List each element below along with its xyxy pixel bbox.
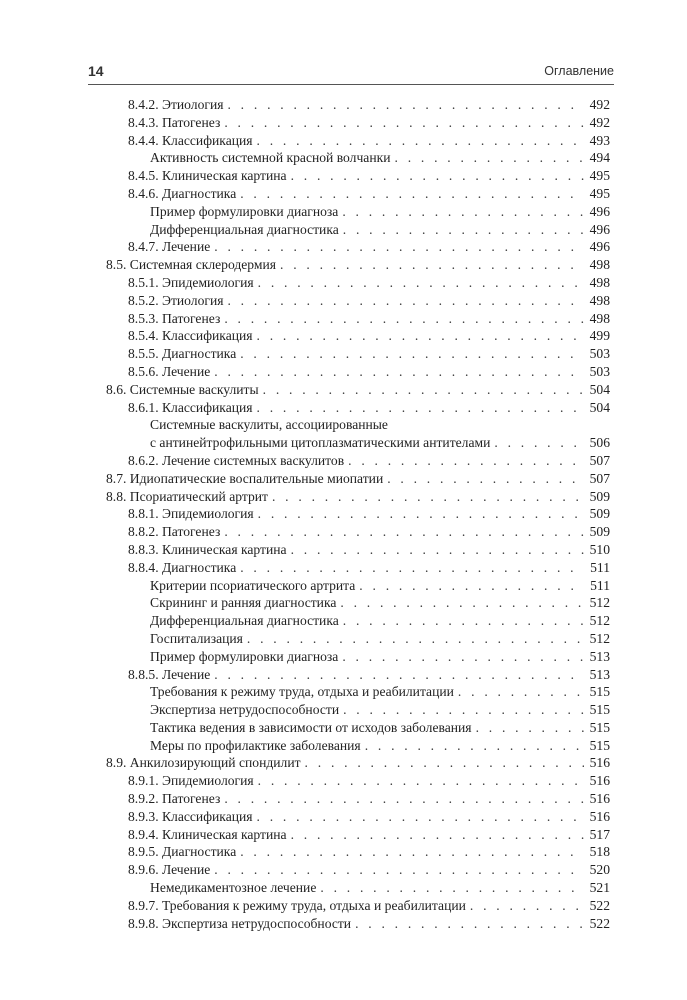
toc-entry-title: 8.9.3. Классификация: [128, 808, 253, 824]
dot-leader: [338, 203, 584, 221]
toc-entry: [100, 843, 610, 861]
toc-entry-page: 509: [589, 488, 610, 504]
toc-entry-page: 509: [589, 506, 610, 522]
toc-entry-title: 8.5. Системная склеродермия: [106, 257, 277, 273]
toc-entry-page: 511: [590, 577, 610, 593]
toc-entry: [100, 719, 610, 737]
toc-entry: [100, 345, 610, 363]
toc-entry-title: 8.7. Идиопатические воспалительные миопатии: [106, 470, 384, 486]
toc-entry: [100, 292, 610, 310]
toc-entry-title: 8.5.3. Патогенез: [128, 310, 221, 326]
dot-leader: [339, 221, 584, 239]
toc-entry-page: 516: [589, 808, 610, 824]
toc-entry-title: Тактика ведения в зависимости от исходов заболевания: [150, 719, 472, 735]
toc-entry-page: 520: [589, 862, 610, 878]
toc-entry-title: 8.4.3. Патогенез: [128, 114, 221, 130]
toc-entry: [100, 772, 610, 790]
toc-entry-title: Пример формулировки диагноза: [150, 203, 339, 219]
toc-entry-page: 495: [589, 168, 610, 184]
toc-entry-title: 8.8.4. Диагностика: [128, 559, 237, 575]
dot-leader: [336, 594, 584, 612]
toc-entry: [100, 808, 610, 826]
toc-entry: [100, 310, 610, 328]
toc-entry-page: 498: [589, 292, 610, 308]
dot-leader: [220, 790, 584, 808]
dot-leader: [454, 683, 584, 701]
dot-leader: [351, 915, 584, 933]
toc-entry-title: 8.4.6. Диагностика: [128, 185, 237, 201]
dot-leader: [259, 381, 584, 399]
toc-entry: [100, 612, 610, 630]
toc-entry: [100, 915, 610, 933]
toc-entry: [100, 701, 610, 719]
toc-entry-title: 8.9.7. Требования к режиму труда, отдыха и реабилитации: [128, 897, 466, 913]
dot-leader: [254, 505, 584, 523]
toc-entry: [100, 381, 610, 399]
dot-leader: [223, 96, 584, 114]
dot-leader: [391, 149, 585, 167]
toc-entry-title: 8.9.2. Патогенез: [128, 791, 221, 807]
toc-entry-title: 8.9.4. Клиническая картина: [128, 826, 287, 842]
toc-entry-title: 8.8. Псориатический артрит: [106, 488, 268, 504]
toc-entry: [100, 666, 610, 684]
toc-entry-page: 516: [589, 755, 610, 771]
toc-entry-title: Немедикаментозное лечение: [150, 880, 317, 896]
toc-entry-page: 511: [590, 559, 610, 575]
toc-entry-page: 516: [589, 791, 610, 807]
toc-entry-page: 521: [589, 880, 610, 896]
toc-entry: [100, 132, 610, 150]
toc-entry: [100, 327, 610, 345]
dot-leader: [253, 132, 584, 150]
toc-entry: [100, 577, 610, 595]
dot-leader: [301, 754, 584, 772]
toc-entry-title: 8.9.8. Экспертиза нетрудоспособности: [128, 915, 352, 931]
toc-entry: [100, 754, 610, 772]
toc-entry-page: 498: [589, 274, 610, 290]
toc-entry: [100, 790, 610, 808]
toc-entry-title: 8.9.1. Эпидемиология: [128, 773, 254, 789]
toc-entry-title: 8.8.3. Клиническая картина: [128, 541, 287, 557]
toc-entry: [100, 541, 610, 559]
toc-entry-page: 498: [589, 257, 610, 273]
toc-entry: [100, 221, 610, 239]
toc-entry-page: 507: [589, 452, 610, 468]
toc-entry-title: Пример формулировки диагноза: [150, 648, 339, 664]
toc-entry-title: Дифференциальная диагностика: [150, 221, 339, 237]
toc-entry-page: 503: [589, 363, 610, 379]
toc-entry-page: 522: [589, 897, 610, 913]
dot-leader: [210, 363, 584, 381]
toc-entry-title: 8.4.5. Клиническая картина: [128, 168, 287, 184]
toc-entry-page: 518: [589, 844, 610, 860]
toc-entry: [100, 737, 610, 755]
header-rule: [88, 84, 614, 85]
dot-leader: [220, 523, 584, 541]
toc-entry: [100, 594, 610, 612]
toc-entry-page: 495: [589, 185, 610, 201]
dot-leader: [236, 345, 584, 363]
dot-leader: [490, 434, 584, 452]
toc-entry-title: с антинейтрофильными цитоплазматическими антителами: [150, 435, 491, 451]
dot-leader: [361, 737, 584, 755]
toc-entry: [100, 523, 610, 541]
toc-entry-page: 496: [589, 239, 610, 255]
running-title: Оглавление: [544, 64, 614, 78]
toc-entry-page: 512: [589, 595, 610, 611]
toc-entry: [100, 274, 610, 292]
toc-entry: [100, 416, 610, 434]
toc-entry-page: 509: [589, 524, 610, 540]
toc-entry-title: Экспертиза нетрудоспособности: [150, 702, 340, 718]
dot-leader: [210, 666, 584, 684]
toc-entry-page: 493: [589, 132, 610, 148]
toc-entry-title: 8.5.2. Этиология: [128, 292, 224, 308]
toc-entry-page: 512: [589, 630, 610, 646]
dot-leader: [287, 167, 584, 185]
toc-entry-page: 492: [589, 97, 610, 112]
dot-leader: [355, 577, 584, 595]
toc-entry-page: 492: [589, 114, 610, 130]
dot-leader: [220, 310, 584, 328]
toc-entry-title: Скрининг и ранняя диагностика: [150, 595, 337, 611]
toc-entry-title: 8.8.1. Эпидемиология: [128, 506, 254, 522]
toc-entry-page: 499: [589, 328, 610, 344]
toc-entry-page: 516: [589, 773, 610, 789]
toc-entry: [100, 648, 610, 666]
toc-entry: [100, 683, 610, 701]
toc-entry-page: 513: [589, 648, 610, 664]
dot-leader: [472, 719, 584, 737]
toc-entry: [100, 488, 610, 506]
toc-entry-page: 496: [589, 221, 610, 237]
dot-leader: [466, 897, 584, 915]
toc-entry: [100, 185, 610, 203]
toc-entry-title: 8.6. Системные васкулиты: [106, 381, 259, 397]
toc-entry-title: 8.8.5. Лечение: [128, 666, 211, 682]
toc-entry: [100, 167, 610, 185]
toc-entry-title: 8.5.6. Лечение: [128, 363, 211, 379]
dot-leader: [344, 452, 584, 470]
toc-entry: [100, 399, 610, 417]
dot-leader: [339, 701, 584, 719]
toc-entry-page: 515: [589, 702, 610, 718]
toc-entry: [100, 897, 610, 915]
toc-entry-title: Требования к режиму труда, отдыха и реабилитации: [150, 684, 454, 700]
toc-entry-title: Дифференциальная диагностика: [150, 613, 339, 629]
page-header: [88, 63, 614, 83]
toc-entry-title: 8.9.6. Лечение: [128, 862, 211, 878]
toc-entry-page: 503: [589, 346, 610, 362]
toc-entry-title: 8.6.2. Лечение системных васкулитов: [128, 452, 345, 468]
toc-entry-title: 8.4.4. Классификация: [128, 132, 253, 148]
toc-entry-title: Меры по профилактике заболевания: [150, 737, 361, 753]
toc-entry-title: 8.9. Анкилозирующий спондилит: [106, 755, 301, 771]
dot-leader: [210, 861, 584, 879]
toc-entry-page: 496: [589, 203, 610, 219]
toc-entry: [100, 826, 610, 844]
dot-leader: [253, 399, 584, 417]
toc-entry-title: 8.9.5. Диагностика: [128, 844, 237, 860]
toc-entry: [100, 434, 610, 452]
toc-entry: [100, 452, 610, 470]
toc-entry-title: 8.4.7. Лечение: [128, 239, 211, 255]
toc-entry-title: 8.5.4. Классификация: [128, 328, 253, 344]
dot-leader: [253, 327, 584, 345]
dot-leader: [253, 808, 584, 826]
dot-leader: [254, 274, 584, 292]
toc-entry-page: 506: [589, 435, 610, 451]
toc-entry: [100, 470, 610, 488]
dot-leader: [276, 256, 584, 274]
dot-leader: [236, 185, 584, 203]
toc-entry-page: 504: [589, 399, 610, 415]
table-of-contents: [100, 96, 610, 932]
toc-entry-title: Активность системной красной волчанки: [150, 150, 391, 166]
toc-entry-page: 515: [589, 719, 610, 735]
toc-entry-page: 498: [589, 310, 610, 326]
toc-entry-title: 8.8.2. Патогенез: [128, 524, 221, 540]
toc-entry: [100, 363, 610, 381]
dot-leader: [223, 292, 584, 310]
toc-entry-page: 513: [589, 666, 610, 682]
toc-entry-page: 515: [589, 684, 610, 700]
toc-entry: [100, 630, 610, 648]
toc-entry-title: Критерии псориатического артрита: [150, 577, 356, 593]
dot-leader: [339, 612, 584, 630]
toc-entry-page: 517: [589, 826, 610, 842]
dot-leader: [268, 488, 584, 506]
toc-entry: [100, 879, 610, 897]
toc-entry: [100, 256, 610, 274]
dot-leader: [243, 630, 584, 648]
dot-leader: [236, 559, 584, 577]
dot-leader: [236, 843, 584, 861]
toc-entry-title: Госпитализация: [150, 630, 243, 646]
toc-entry: [100, 96, 610, 114]
toc-entry: [100, 559, 610, 577]
toc-entry-page: 512: [589, 613, 610, 629]
dot-leader: [220, 114, 584, 132]
toc-entry-page: 510: [589, 541, 610, 557]
dot-leader: [338, 648, 584, 666]
toc-entry: [100, 149, 610, 167]
dot-leader: [316, 879, 584, 897]
page-number: 14: [88, 63, 104, 79]
toc-entry-page: 515: [589, 737, 610, 753]
dot-leader: [210, 238, 584, 256]
toc-entry-page: 494: [589, 150, 610, 166]
toc-entry-page: 507: [589, 470, 610, 486]
dot-leader: [383, 470, 584, 488]
toc-entry-page: 522: [589, 915, 610, 931]
toc-entry-title: 8.6.1. Классификация: [128, 399, 253, 415]
toc-entry: [100, 238, 610, 256]
toc-entry: [100, 505, 610, 523]
toc-entry-title: 8.5.1. Эпидемиология: [128, 274, 254, 290]
toc-entry-title: Системные васкулиты, ассоциированные: [150, 417, 388, 433]
toc-entry-title: 8.4.2. Этиология: [128, 97, 224, 112]
toc-entry: [100, 203, 610, 221]
toc-entry-title: 8.5.5. Диагностика: [128, 346, 237, 362]
toc-entry-page: 504: [589, 381, 610, 397]
dot-leader: [287, 826, 584, 844]
dot-leader: [287, 541, 584, 559]
toc-entry: [100, 861, 610, 879]
toc-entry: [100, 114, 610, 132]
dot-leader: [254, 772, 584, 790]
